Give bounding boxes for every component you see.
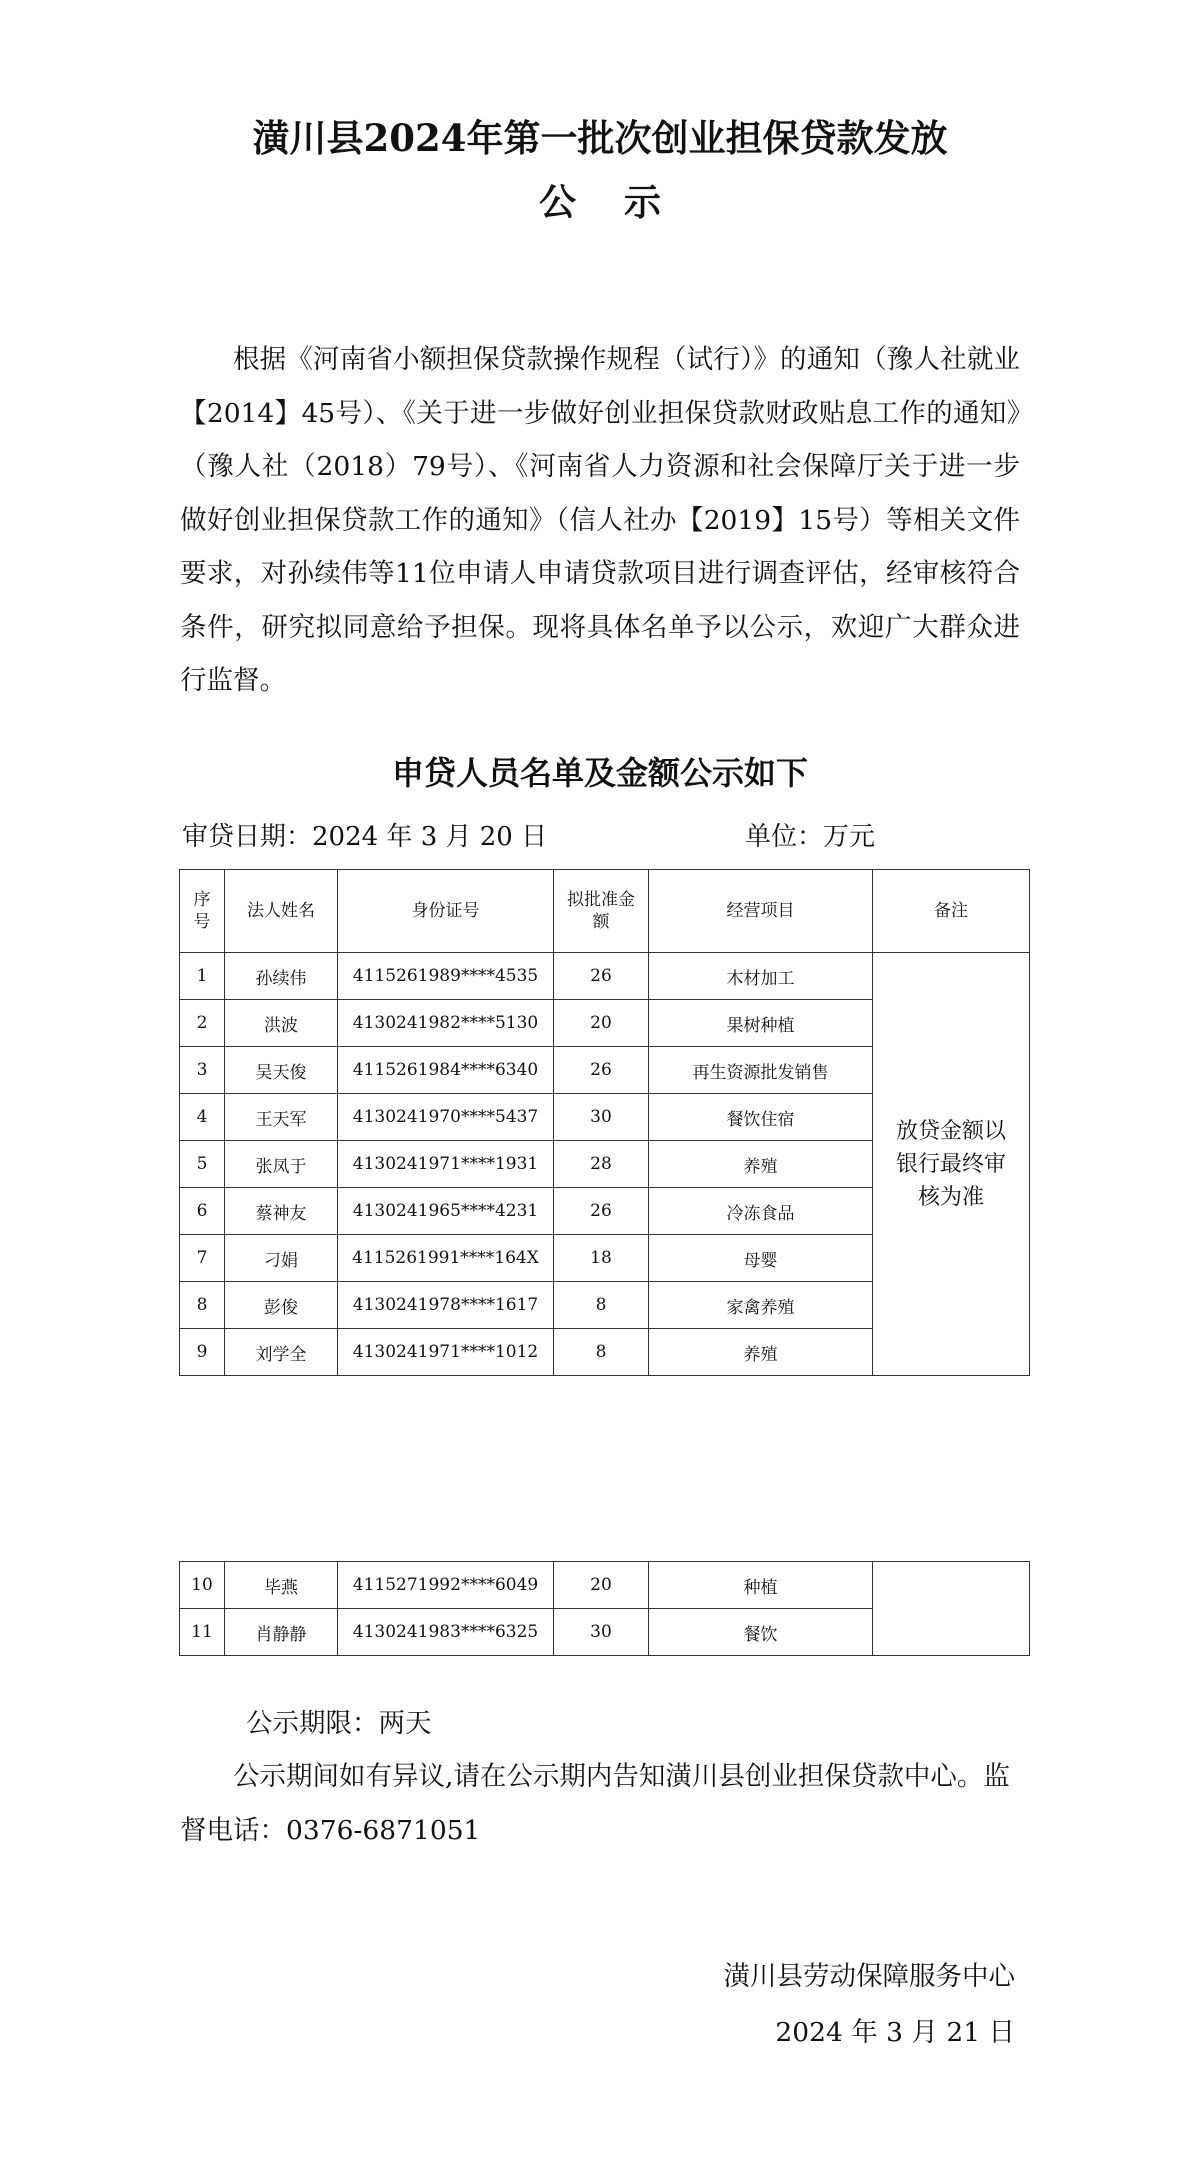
row-index: 9	[180, 1329, 225, 1376]
table-body-part1	[180, 953, 1030, 1376]
applicant-name: 毕燕	[225, 1562, 338, 1609]
approved-amount: 20	[554, 1562, 649, 1609]
applicant-name: 洪波	[225, 1000, 338, 1047]
row-index: 8	[180, 1282, 225, 1329]
business-project: 果树种植	[649, 1000, 873, 1047]
objection-text: 公示期间如有异议,请在公示期内告知潢川县创业担保贷款中心。监督电话：0376-6871051	[180, 1761, 1010, 1846]
header-cell: 拟批准金额	[554, 870, 649, 953]
table-row	[180, 953, 1030, 1000]
row-index: 5	[180, 1141, 225, 1188]
issuing-organization: 潢川县劳动保障服务中心	[723, 1961, 1015, 1992]
id-number: 4130241982****5130	[338, 1000, 554, 1047]
review-date: 审贷日期：2024 年 3 月 20 日	[182, 822, 548, 852]
id-number: 4115261991****164X	[338, 1235, 554, 1282]
header-cell: 法人姓名	[225, 870, 338, 953]
business-project: 种植	[649, 1562, 873, 1609]
remark-cell: 放贷金额以银行最终审核为准	[873, 953, 1030, 1376]
approved-amount: 26	[554, 1188, 649, 1235]
id-number: 4130241978****1617	[338, 1282, 554, 1329]
business-project: 家禽养殖	[649, 1282, 873, 1329]
applicant-table-continued	[179, 1561, 1030, 1656]
intro-text: 根据《河南省小额担保贷款操作规程（试行）》的通知（豫人社就业【2014】45号）、《关于进一步做好创业担保贷款财政贴息工作的通知》（豫人社（2018）79号）、《河南省人力资源和社会保障厅关于进一步做好创业担保贷款工作的通知》（信人社办【2019】15号）等相关文件要求，对孙续伟等11位申请人申请贷款项目进行调查评估，经审核符合条件，研究拟同意给予担保。现将具体名单予以公示，欢迎广大群众进行监督。	[180, 344, 1020, 696]
row-index: 4	[180, 1094, 225, 1141]
remark-cell	[873, 1562, 1030, 1656]
unit-label: 单位：万元	[745, 822, 876, 852]
table-row	[180, 1562, 1030, 1609]
approved-amount: 8	[554, 1329, 649, 1376]
approved-amount: 30	[554, 1609, 649, 1656]
intro-paragraph	[180, 333, 1020, 708]
approved-amount: 20	[554, 1000, 649, 1047]
id-number: 4115271992****6049	[338, 1562, 554, 1609]
id-number: 4130241971****1012	[338, 1329, 554, 1376]
approved-amount: 30	[554, 1094, 649, 1141]
id-number: 4115261989****4535	[338, 953, 554, 1000]
approved-amount: 18	[554, 1235, 649, 1282]
id-number: 4115261984****6340	[338, 1047, 554, 1094]
list-title: 申贷人员名单及金额公示如下	[391, 754, 808, 792]
applicant-name: 张凤于	[225, 1141, 338, 1188]
row-index: 1	[180, 953, 225, 1000]
table-header-row	[180, 870, 1030, 953]
header-cell: 序号	[180, 870, 225, 953]
approved-amount: 28	[554, 1141, 649, 1188]
row-index: 6	[180, 1188, 225, 1235]
applicant-table	[179, 869, 1030, 1376]
notice-subtitle: 公示	[539, 180, 709, 224]
header-cell: 身份证号	[338, 870, 554, 953]
issue-date: 2024 年 3 月 21 日	[775, 2017, 1015, 2048]
business-project: 餐饮	[649, 1609, 873, 1656]
applicant-name: 刘学全	[225, 1329, 338, 1376]
row-index: 2	[180, 1000, 225, 1047]
row-index: 7	[180, 1235, 225, 1282]
row-index: 3	[180, 1047, 225, 1094]
id-number: 4130241971****1931	[338, 1141, 554, 1188]
header-cell: 经营项目	[649, 870, 873, 953]
business-project: 养殖	[649, 1141, 873, 1188]
id-number: 4130241983****6325	[338, 1609, 554, 1656]
business-project: 木材加工	[649, 953, 873, 1000]
applicant-name: 王天军	[225, 1094, 338, 1141]
id-number: 4130241965****4231	[338, 1188, 554, 1235]
notice-title: 潢川县2024年第一批次创业担保贷款发放	[252, 116, 948, 160]
publicity-period: 公示期限：两天	[246, 1708, 432, 1739]
business-project: 养殖	[649, 1329, 873, 1376]
business-project: 冷冻食品	[649, 1188, 873, 1235]
row-index: 10	[180, 1562, 225, 1609]
approved-amount: 26	[554, 953, 649, 1000]
header-cell: 备注	[873, 870, 1030, 953]
applicant-name: 刁娟	[225, 1235, 338, 1282]
id-number: 4130241970****5437	[338, 1094, 554, 1141]
business-project: 再生资源批发销售	[649, 1047, 873, 1094]
applicant-name: 彭俊	[225, 1282, 338, 1329]
business-project: 餐饮住宿	[649, 1094, 873, 1141]
row-index: 11	[180, 1609, 225, 1656]
business-project: 母婴	[649, 1235, 873, 1282]
applicant-name: 蔡神友	[225, 1188, 338, 1235]
table-body-part2	[180, 1562, 1030, 1656]
approved-amount: 8	[554, 1282, 649, 1329]
approved-amount: 26	[554, 1047, 649, 1094]
applicant-name: 肖静静	[225, 1609, 338, 1656]
objection-note	[180, 1750, 1020, 1857]
applicant-name: 孙续伟	[225, 953, 338, 1000]
applicant-name: 吴天俊	[225, 1047, 338, 1094]
